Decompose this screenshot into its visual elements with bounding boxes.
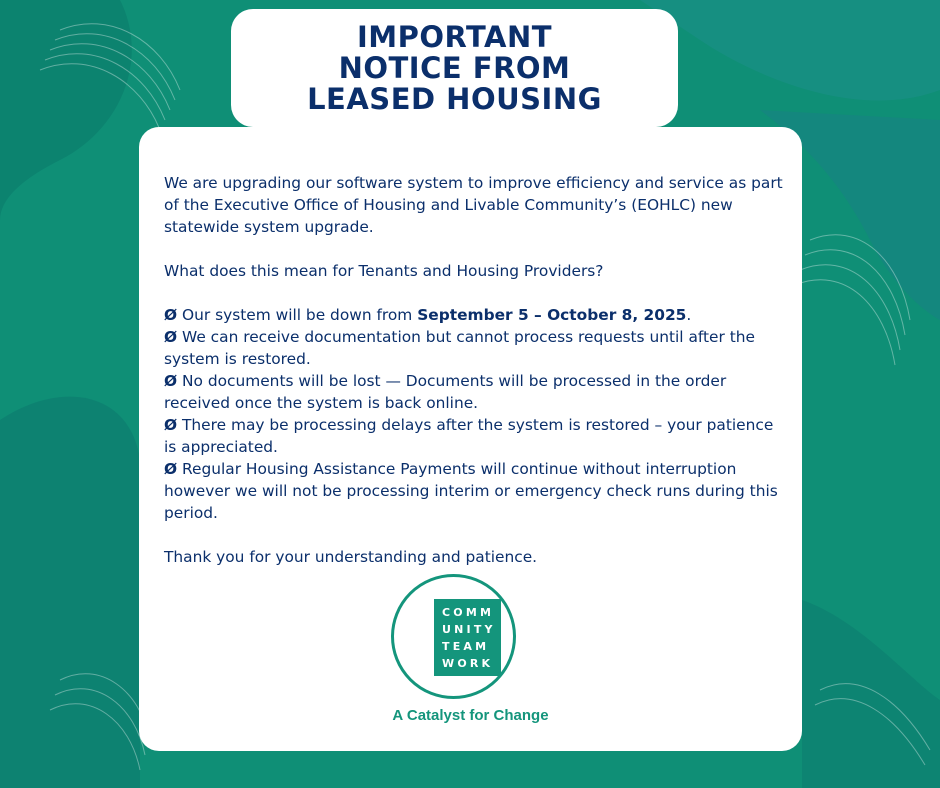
question-paragraph: What does this mean for Tenants and Housing Providers? <box>164 262 604 280</box>
logo-line-3: TEAM <box>442 639 490 653</box>
bullet-4-text: There may be processing delays after the system is restored – your patience is appreciated. <box>164 416 774 456</box>
notice-body <box>164 172 784 568</box>
bullet-item-3 <box>164 370 784 414</box>
bullet-symbol: Ø <box>164 416 178 434</box>
bullet-symbol: Ø <box>164 328 178 346</box>
logo-tagline: A Catalyst for Change <box>392 707 549 724</box>
logo-wordmark-box <box>434 599 501 676</box>
title-line-1: IMPORTANT <box>356 19 553 54</box>
bullet-item-2 <box>164 326 784 370</box>
bullet-symbol: Ø <box>164 372 178 390</box>
community-teamwork-logo <box>391 574 516 699</box>
bullet-5-text: Regular Housing Assistance Payments will continue without interruption however we will not be processing interim or emergency check runs during this period. <box>164 460 778 522</box>
bullet-item-4 <box>164 414 784 458</box>
bullet-symbol: Ø <box>164 460 178 478</box>
bullet-item-5 <box>164 458 784 524</box>
closing-paragraph: Thank you for your understanding and patience. <box>164 548 538 566</box>
bullet-3-text: No documents will be lost — Documents will be processed in the order received once the system is back online. <box>164 372 727 412</box>
bullet-item-1 <box>164 304 784 326</box>
logo-line-2: UNITY <box>442 622 496 636</box>
title-line-3: LEASED HOUSING <box>307 81 602 116</box>
notice-title-box <box>231 9 678 127</box>
bullet-1-prefix: Our system will be down from <box>182 306 418 324</box>
bullet-symbol: Ø <box>164 306 178 324</box>
title-line-2: NOTICE FROM <box>338 50 571 85</box>
bullet-2-text: We can receive documentation but cannot process requests until after the system is restored. <box>164 328 755 368</box>
bullet-1-dates: September 5 – October 8, 2025 <box>417 306 687 324</box>
notice-card <box>139 127 802 751</box>
logo-line-4: WORK <box>442 656 494 670</box>
logo-line-1: COMM <box>442 605 495 619</box>
intro-paragraph: We are upgrading our software system to improve efficiency and service as part of the Executive Office of Housing and Livable Community’s (EOHLC) new statewide system upgrade. <box>164 174 783 236</box>
bullet-1-suffix: . <box>686 306 692 324</box>
